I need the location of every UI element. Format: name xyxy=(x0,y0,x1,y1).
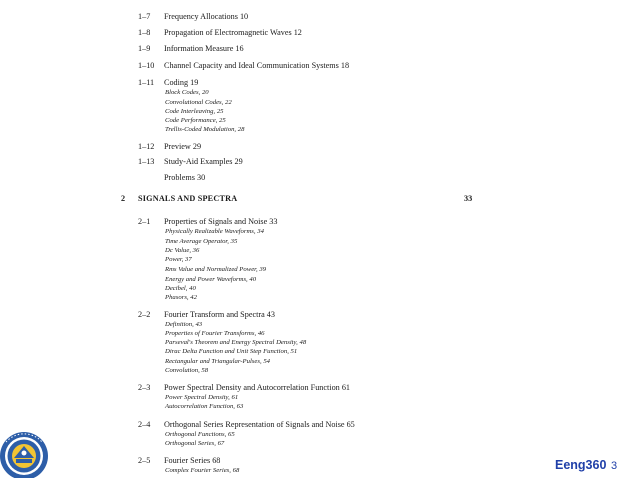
subsection-entry: Power Spectral Density, 61 xyxy=(165,394,239,401)
section-title: Properties of Signals and Noise 33 xyxy=(164,217,278,226)
subsection-entry: Orthogonal Functions, 65 xyxy=(165,431,235,438)
subsection-entry: Convolution, 58 xyxy=(165,367,209,374)
section-number: 1–9 xyxy=(138,44,151,53)
subsection-entry: Block Codes, 20 xyxy=(165,89,209,96)
footer-page-number: 3 xyxy=(611,460,618,472)
section-title: Fourier Series 68 xyxy=(164,456,221,465)
subsection-entry: Code Performance, 25 xyxy=(165,117,226,124)
section-number: 1–10 xyxy=(138,61,155,70)
section-title: Coding 19 xyxy=(164,78,199,87)
university-seal-icon xyxy=(0,422,52,478)
section-title: Study-Aid Examples 29 xyxy=(164,157,243,166)
section-title: Information Measure 16 xyxy=(164,44,244,53)
section-number: 2–5 xyxy=(138,456,151,465)
subsection-entry: Parseval's Theorem and Energy Spectral Density, 48 xyxy=(165,339,307,346)
subsection-entry: Time Average Operator, 35 xyxy=(165,238,238,245)
chapter-number: 2 xyxy=(121,194,126,203)
section-number: 2–4 xyxy=(138,420,151,429)
section-title: Problems 30 xyxy=(164,173,206,182)
section-number: 2–1 xyxy=(138,217,151,226)
section-title: Propagation of Electromagnetic Waves 12 xyxy=(164,28,302,37)
subsection-entry: Orthogonal Series, 67 xyxy=(165,440,225,447)
section-number: 1–8 xyxy=(138,28,151,37)
section-number: 1–12 xyxy=(138,142,155,151)
chapter-title: SIGNALS AND SPECTRA xyxy=(138,194,238,203)
section-title: Fourier Transform and Spectra 43 xyxy=(164,310,275,319)
subsection-entry: Decibel, 40 xyxy=(165,285,196,292)
subsection-entry: Rectangular and Triangular-Pulses, 54 xyxy=(165,358,271,365)
section-title: Power Spectral Density and Autocorrelation Function 61 xyxy=(164,383,351,392)
chapter-page: 33 xyxy=(464,194,473,203)
footer-course-code: Eeng360 xyxy=(555,458,607,472)
section-number: 1–11 xyxy=(138,78,155,87)
subsection-entry: Properties of Fourier Transforms, 46 xyxy=(165,330,265,337)
section-title: Preview 29 xyxy=(164,142,202,151)
subsection-entry: Dirac Delta Function and Unit Step Function, 51 xyxy=(165,348,298,355)
section-number: 2–3 xyxy=(138,383,151,392)
section-number: 2–2 xyxy=(138,310,151,319)
section-title: Frequency Allocations 10 xyxy=(164,12,249,21)
subsection-entry: Power, 37 xyxy=(165,256,192,263)
subsection-entry: Autocorrelation Function, 63 xyxy=(165,403,244,410)
section-number: 1–13 xyxy=(138,157,155,166)
section-title: Orthogonal Series Representation of Signals and Noise 65 xyxy=(164,420,355,429)
subsection-entry: Convolutional Codes, 22 xyxy=(165,99,232,106)
subsection-entry: Rms Value and Normalized Power, 39 xyxy=(165,266,267,273)
subsection-entry: Definition, 43 xyxy=(165,321,203,328)
subsection-entry: Complex Fourier Series, 68 xyxy=(165,467,240,474)
section-number: 1–7 xyxy=(138,12,151,21)
subsection-entry: Trellis-Coded Modulation, 28 xyxy=(165,126,245,133)
section-title: Channel Capacity and Ideal Communication Systems 18 xyxy=(164,61,350,70)
subsection-entry: Dc Value, 36 xyxy=(165,247,200,254)
subsection-entry: Phasors, 42 xyxy=(165,294,197,301)
subsection-entry: Physically Realizable Waveforms, 34 xyxy=(165,228,264,235)
subsection-entry: Code Interleaving, 25 xyxy=(165,108,224,115)
subsection-entry: Energy and Power Waveforms, 40 xyxy=(165,276,257,283)
